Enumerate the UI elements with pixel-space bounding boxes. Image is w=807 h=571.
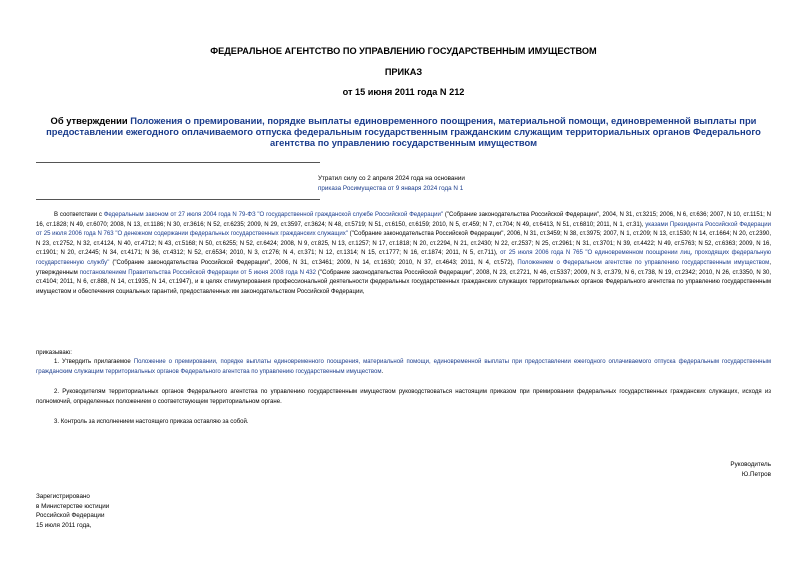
divider-bottom xyxy=(36,199,320,200)
presidential-decree-763-link[interactable]: указами Президента Российской Федерации от 25 июля 2006 года N 763 "О денежном содержании федеральных государственных гражданских служащих" xyxy=(36,221,771,238)
agency-regulation-link[interactable]: Положением о Федеральном агентстве по управлению государственным имуществом xyxy=(517,259,770,266)
preamble-text: ("Собрание законодательства Российской Федерации", 2008, N 23, ст.2721, N 46, ст.5337; 2009, N 3, ст.379, N 6, ст.738, N 19, ст.2342; 2010, N 26, ст.3350, N 30, ст.4104; 2011, N 6, ст.888, N 14, ст.1935, N 14, ст.1947), и в целях стимулирования профессиональной деятельности федеральных государственных гражданских служащих территориальных органов Федерального агентства по управлению государственным имуществом и обеспечения социальных гарантий, предоставленных им законодательством Российской Федерации, xyxy=(36,269,771,295)
document-type: ПРИКАЗ xyxy=(384,67,423,77)
preamble-paragraph xyxy=(36,211,771,297)
preamble-text: ("Собрание законодательства Российской Федерации", 2004, N 31, ст.3215; 2006, N 6, ст.636; 2007, N 10, ст.1151; N 16, ст.1828; N 49, ст.6070; 2008, N 13, ст.1186; N 30, ст.3616; N 52, ст.6235; 2009, N 29, ст.3597, ст.3624; N 48, ст.5719; N 51, ст.6150, ст.6159; 2010, N 5, ст.459; N 7, ст.704; N 49, ст.6413, N 51, ст.6810; 2011, N 1, ст.31), xyxy=(36,212,772,228)
signature-role: Руководитель xyxy=(730,461,771,468)
signature-name: Ю.Петров xyxy=(741,471,771,478)
preamble-text: ("Собрание законодательства Российской Федерации", 2006, N 31, ст.3461; 2009, N 14, ст.1630; 2010, N 37, ст.4643; 2011, N 4, ст.572), xyxy=(109,259,518,266)
lost-force-link[interactable]: приказа Росимущества от 9 января 2024 года N 1 xyxy=(318,184,464,192)
regulation-link[interactable]: Положение о премировании, порядке выплаты единовременного поощрения, материальной помощи, единовременной выплаты при предоставлении ежегодного оплачиваемого отпуска федеральным государственным гражданским служащим территориальных органов Федерального агентства по управлению государственным имуществом xyxy=(36,359,771,375)
title-prefix: Об утверждении xyxy=(50,115,131,126)
title-link[interactable]: Положения о премировании, порядке выплаты единовременного поощрения, материальной помощи, единовременной выплаты при предоставлении ежегодного оплачиваемого отпуска федеральным государственным гражданским служащим территориальных органов Федерального агентства по управлению государственным имуществом xyxy=(46,115,761,149)
registration-line: 15 июля 2011 года, xyxy=(36,521,92,529)
government-resolution-link[interactable]: постановлением Правительства Российской Федерации от 5 июня 2008 года N 432 xyxy=(79,269,317,276)
order-word: приказываю: xyxy=(36,350,72,356)
registration-block xyxy=(36,492,256,530)
lost-force-note xyxy=(318,174,488,193)
divider-top xyxy=(36,162,320,163)
item-1-suffix: . xyxy=(381,368,384,375)
order-item-3: 3. Контроль за исполнением настоящего приказа оставляю за собой. xyxy=(54,419,249,425)
registration-line: в Министерстве юстиции xyxy=(36,502,110,510)
document-title xyxy=(36,115,771,149)
lost-force-text: Утратил силу со 2 апреля 2024 года на основании xyxy=(318,175,465,182)
federal-law-link[interactable]: Федеральным законом от 27 июля 2004 года N 79-ФЗ "О государственной гражданской службе Российской Федерации" xyxy=(103,212,444,218)
order-item-1 xyxy=(36,358,771,377)
document-date: от 15 июня 2011 года N 212 xyxy=(342,87,465,97)
item-1-prefix: 1. Утвердить прилагаемое xyxy=(54,359,134,365)
agency-name: ФЕДЕРАЛЬНОЕ АГЕНТСТВО ПО УПРАВЛЕНИЮ ГОСУДАРСТВЕННЫМ ИМУЩЕСТВОМ xyxy=(210,46,597,56)
preamble-text: ("Собрание законодательства Российской Федерации", 2006, N 31, ст.3459; N 38, ст.3975; 2007, N 1, ст.209; N 13, ст.1530; N 14, ст.1664; N 20, ст.2390, N 23, ст.2752, N 32, ст.4124, N 40, ст.4712; N 43, ст.5168; N 50, ст.6255; N 52, ст.6424; 2008, N 9, ст.825, N 13, ст.1257; N 17, ст.1818; N 20, ст.2294, N 21, ст.2430; N 22, ст.2537; N 25, ст.2961; N 31, ст.3701; N 39, ст.4422; N 49, ст.5763; N 52, ст.6363; 2009, N 16, ст.1901; N 20, ст.2445; N 34, ст.4171; N 36, ст.4312; N 52, ст.6534; 2010, N 3, ст.276; N 4, ст.371; N 12, ст.1314; N 15, ст.1777; N 16, ст.1874; 2011, N 5, ст.711), xyxy=(36,231,771,257)
presidential-decree-765-link[interactable]: от 25 июля 2006 года N 765 "О единовременном поощрении лиц, проходящих федеральную государственную службу" xyxy=(36,250,771,266)
preamble-text: В соответствии с xyxy=(54,212,104,218)
signature-block xyxy=(571,460,771,480)
registration-line: Российской Федерации xyxy=(36,512,105,520)
preamble-text: , утвержденным xyxy=(36,259,771,276)
registration-line: Зарегистрировано xyxy=(36,493,90,500)
order-item-2: 2. Руководителям территориальных органов Федерального агентства по управлению государственным имуществом руководствоваться настоящим приказом при премировании федеральных государственных гражданских служащих, исходя из полномочий, определенных положением о соответствующем территориальном органе. xyxy=(36,389,771,405)
